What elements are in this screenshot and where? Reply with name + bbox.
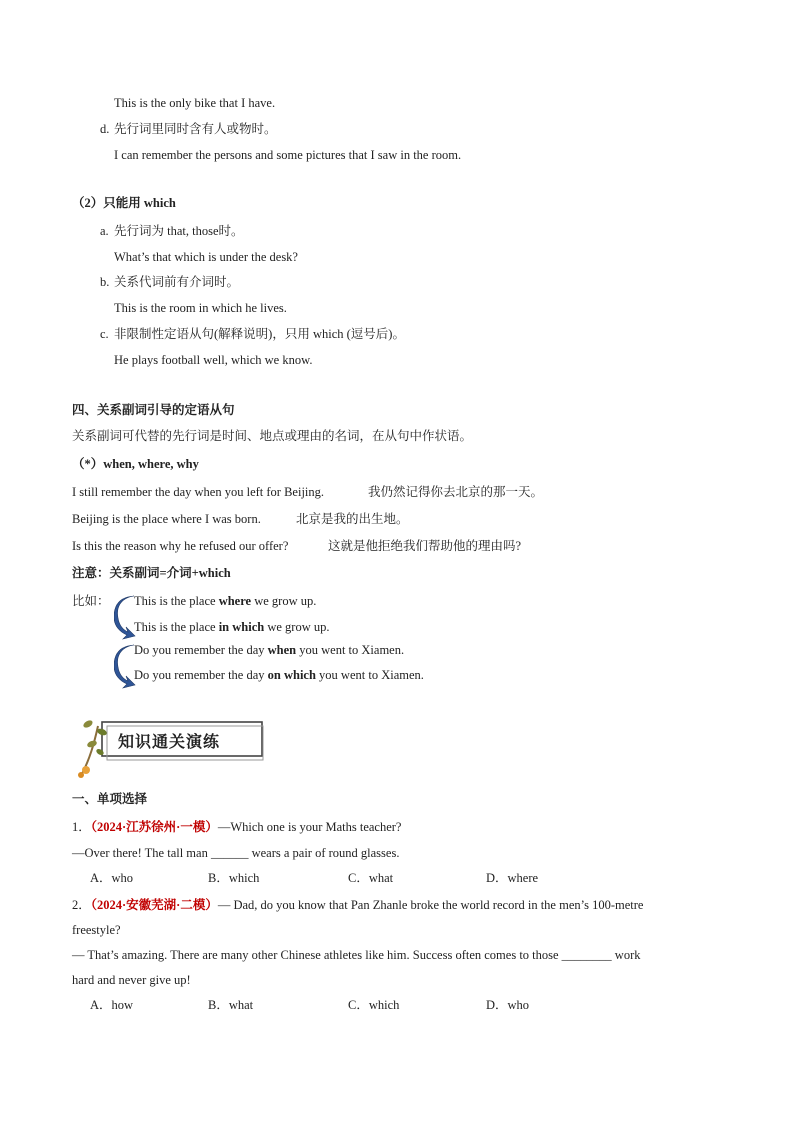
example-only-bike: This is the only bike that I have. (114, 96, 276, 110)
question-2-line3: — That’s amazing. There are many other Chinese athletes like him. Success often comes to those ________ work (72, 948, 641, 962)
q2-option-a[interactable]: A．how (90, 998, 134, 1012)
q2-option-c[interactable]: C．which (348, 998, 400, 1012)
q2-option-b[interactable]: B．what (208, 998, 254, 1012)
rule-a-label: a. (100, 224, 109, 238)
pair-sentence-2: This is the place in which we grow up. (134, 620, 330, 634)
question-2-source: （2024·安徽芜湖·二模） (90, 898, 218, 912)
section-four-intro: 关系副词可代替的先行词是时间、地点或理由的名词，在从句中作状语。 (72, 429, 473, 443)
question-1-stem: 1．（2024·江苏徐州·一模）—Which one is your Maths teacher? (72, 820, 402, 834)
section-four-title: 四、关系副词引导的定语从句 (72, 403, 235, 417)
question-1-source: （2024·江苏徐州·一模） (90, 820, 218, 834)
relative-adverbs-list: （*）when, where, why (72, 457, 199, 471)
example-why-en: Is this the reason why he refused our offer? (72, 539, 289, 553)
rule-c-label: c. (100, 327, 109, 341)
example-where-en: Beijing is the place where I was born. (72, 512, 261, 526)
rule-b-label: b. (100, 275, 110, 289)
example-when-zh: 我仍然记得你去北京的那一天。 (368, 485, 544, 499)
pair-sentence-4: Do you remember the day on which you went to Xiamen. (134, 668, 424, 682)
question-2-stem: 2．（2024·安徽芜湖·二模）— Dad, do you know that Pan Zhanle broke the world record in the men’s 100-metre (72, 898, 644, 912)
q1-option-b[interactable]: B．which (208, 871, 260, 885)
rule-d-text: 先行词里同时含有人或物时。 (114, 122, 277, 136)
example-why-zh: 这就是他拒绝我们帮助他的理由吗? (328, 539, 522, 553)
q1-option-a[interactable]: A．who (90, 871, 134, 885)
question-2-line4: hard and never give up! (72, 973, 191, 987)
exercise-section-title: 一、单项选择 (72, 792, 148, 806)
bi-ru-label: 比如： (72, 594, 110, 608)
q1-option-d[interactable]: D．where (486, 871, 539, 885)
q2-option-d[interactable]: D．who (486, 998, 530, 1012)
which-only-heading: （2）只能用 which (72, 196, 176, 210)
rule-a-example: What’s that which is under the desk? (114, 250, 298, 264)
rule-d-label: d. (100, 122, 110, 136)
example-where-zh: 北京是我的出生地。 (296, 512, 409, 526)
note-line: 注意：关系副词=介词+which (72, 566, 231, 580)
pair-sentence-3: Do you remember the day when you went to Xiamen. (134, 643, 405, 657)
banner-label: 知识通关演练 (118, 732, 221, 751)
rule-c-text: 非限制性定语从句(解释说明)，只用 which (逗号后)。 (114, 327, 405, 341)
rule-a-text: 先行词为 that, those时。 (114, 224, 244, 238)
pair-sentence-1: This is the place where we grow up. (134, 594, 317, 608)
question-1-line2: —Over there! The tall man ______ wears a pair of round glasses. (72, 846, 400, 860)
rule-b-text: 关系代词前有介词时。 (114, 275, 240, 289)
rule-c-example: He plays football well, which we know. (114, 353, 313, 367)
example-when-en: I still remember the day when you left for Beijing. (72, 485, 325, 499)
rule-b-example: This is the room in which he lives. (114, 301, 287, 315)
section-banner (76, 714, 266, 780)
q1-option-c[interactable]: C．what (348, 871, 394, 885)
question-2-line2: freestyle? (72, 923, 121, 937)
rule-d-example: I can remember the persons and some pictures that I saw in the room. (114, 148, 462, 162)
